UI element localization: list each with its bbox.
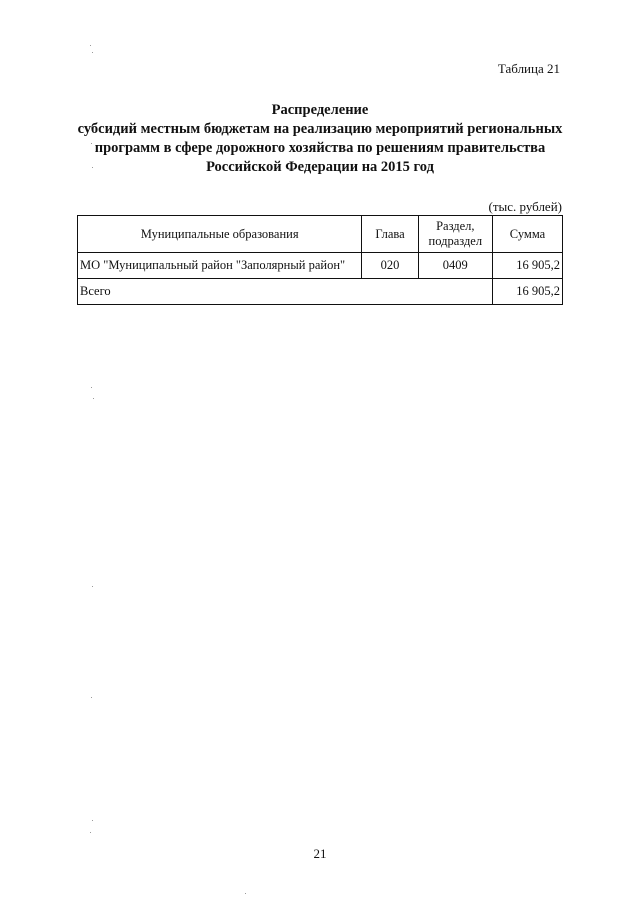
document-title — [60, 101, 580, 177]
cell-sum: 16 905,2 — [493, 253, 563, 279]
total-row — [78, 279, 563, 305]
table-header — [78, 216, 563, 253]
table-body — [78, 253, 563, 305]
scan-speck — [91, 143, 92, 144]
scan-speck — [93, 398, 94, 399]
scan-speck — [91, 387, 92, 388]
header-section-line2: подраздел — [428, 234, 483, 248]
scan-speck — [91, 697, 92, 698]
page-number: 21 — [313, 846, 327, 861]
header-sum: Сумма — [493, 216, 563, 253]
cell-section: 0409 — [418, 253, 492, 279]
scan-speck — [92, 586, 93, 587]
cell-chapter: 020 — [362, 253, 418, 279]
scan-speck — [92, 820, 93, 821]
header-chapter: Глава — [362, 216, 418, 253]
title-line: программ в сфере дорожного хозяйства по решениям правительства — [94, 140, 546, 156]
total-label: Всего — [78, 279, 493, 305]
header-section-line1: Раздел, — [436, 219, 475, 233]
title-line: Российской Федерации на 2015 год — [206, 159, 434, 175]
cell-municipality: МО "Муниципальный район "Заполярный район" — [78, 253, 362, 279]
scan-speck — [90, 832, 91, 833]
total-sum: 16 905,2 — [493, 279, 563, 305]
header-row — [78, 216, 563, 253]
scan-speck — [92, 167, 93, 168]
title-line: Распределение — [271, 102, 369, 118]
header-section — [418, 216, 492, 253]
scan-speck — [245, 893, 246, 894]
scan-speck — [90, 45, 91, 46]
table-number-label: Таблица 21 — [497, 61, 560, 76]
table-row — [78, 253, 563, 279]
title-line: субсидий местным бюджетам на реализацию мероприятий региональных — [77, 121, 563, 137]
units-note: (тыс. рублей) — [488, 199, 562, 214]
scan-speck — [92, 52, 93, 53]
subsidy-table — [77, 215, 563, 305]
header-municipality: Муниципальные образования — [78, 216, 362, 253]
